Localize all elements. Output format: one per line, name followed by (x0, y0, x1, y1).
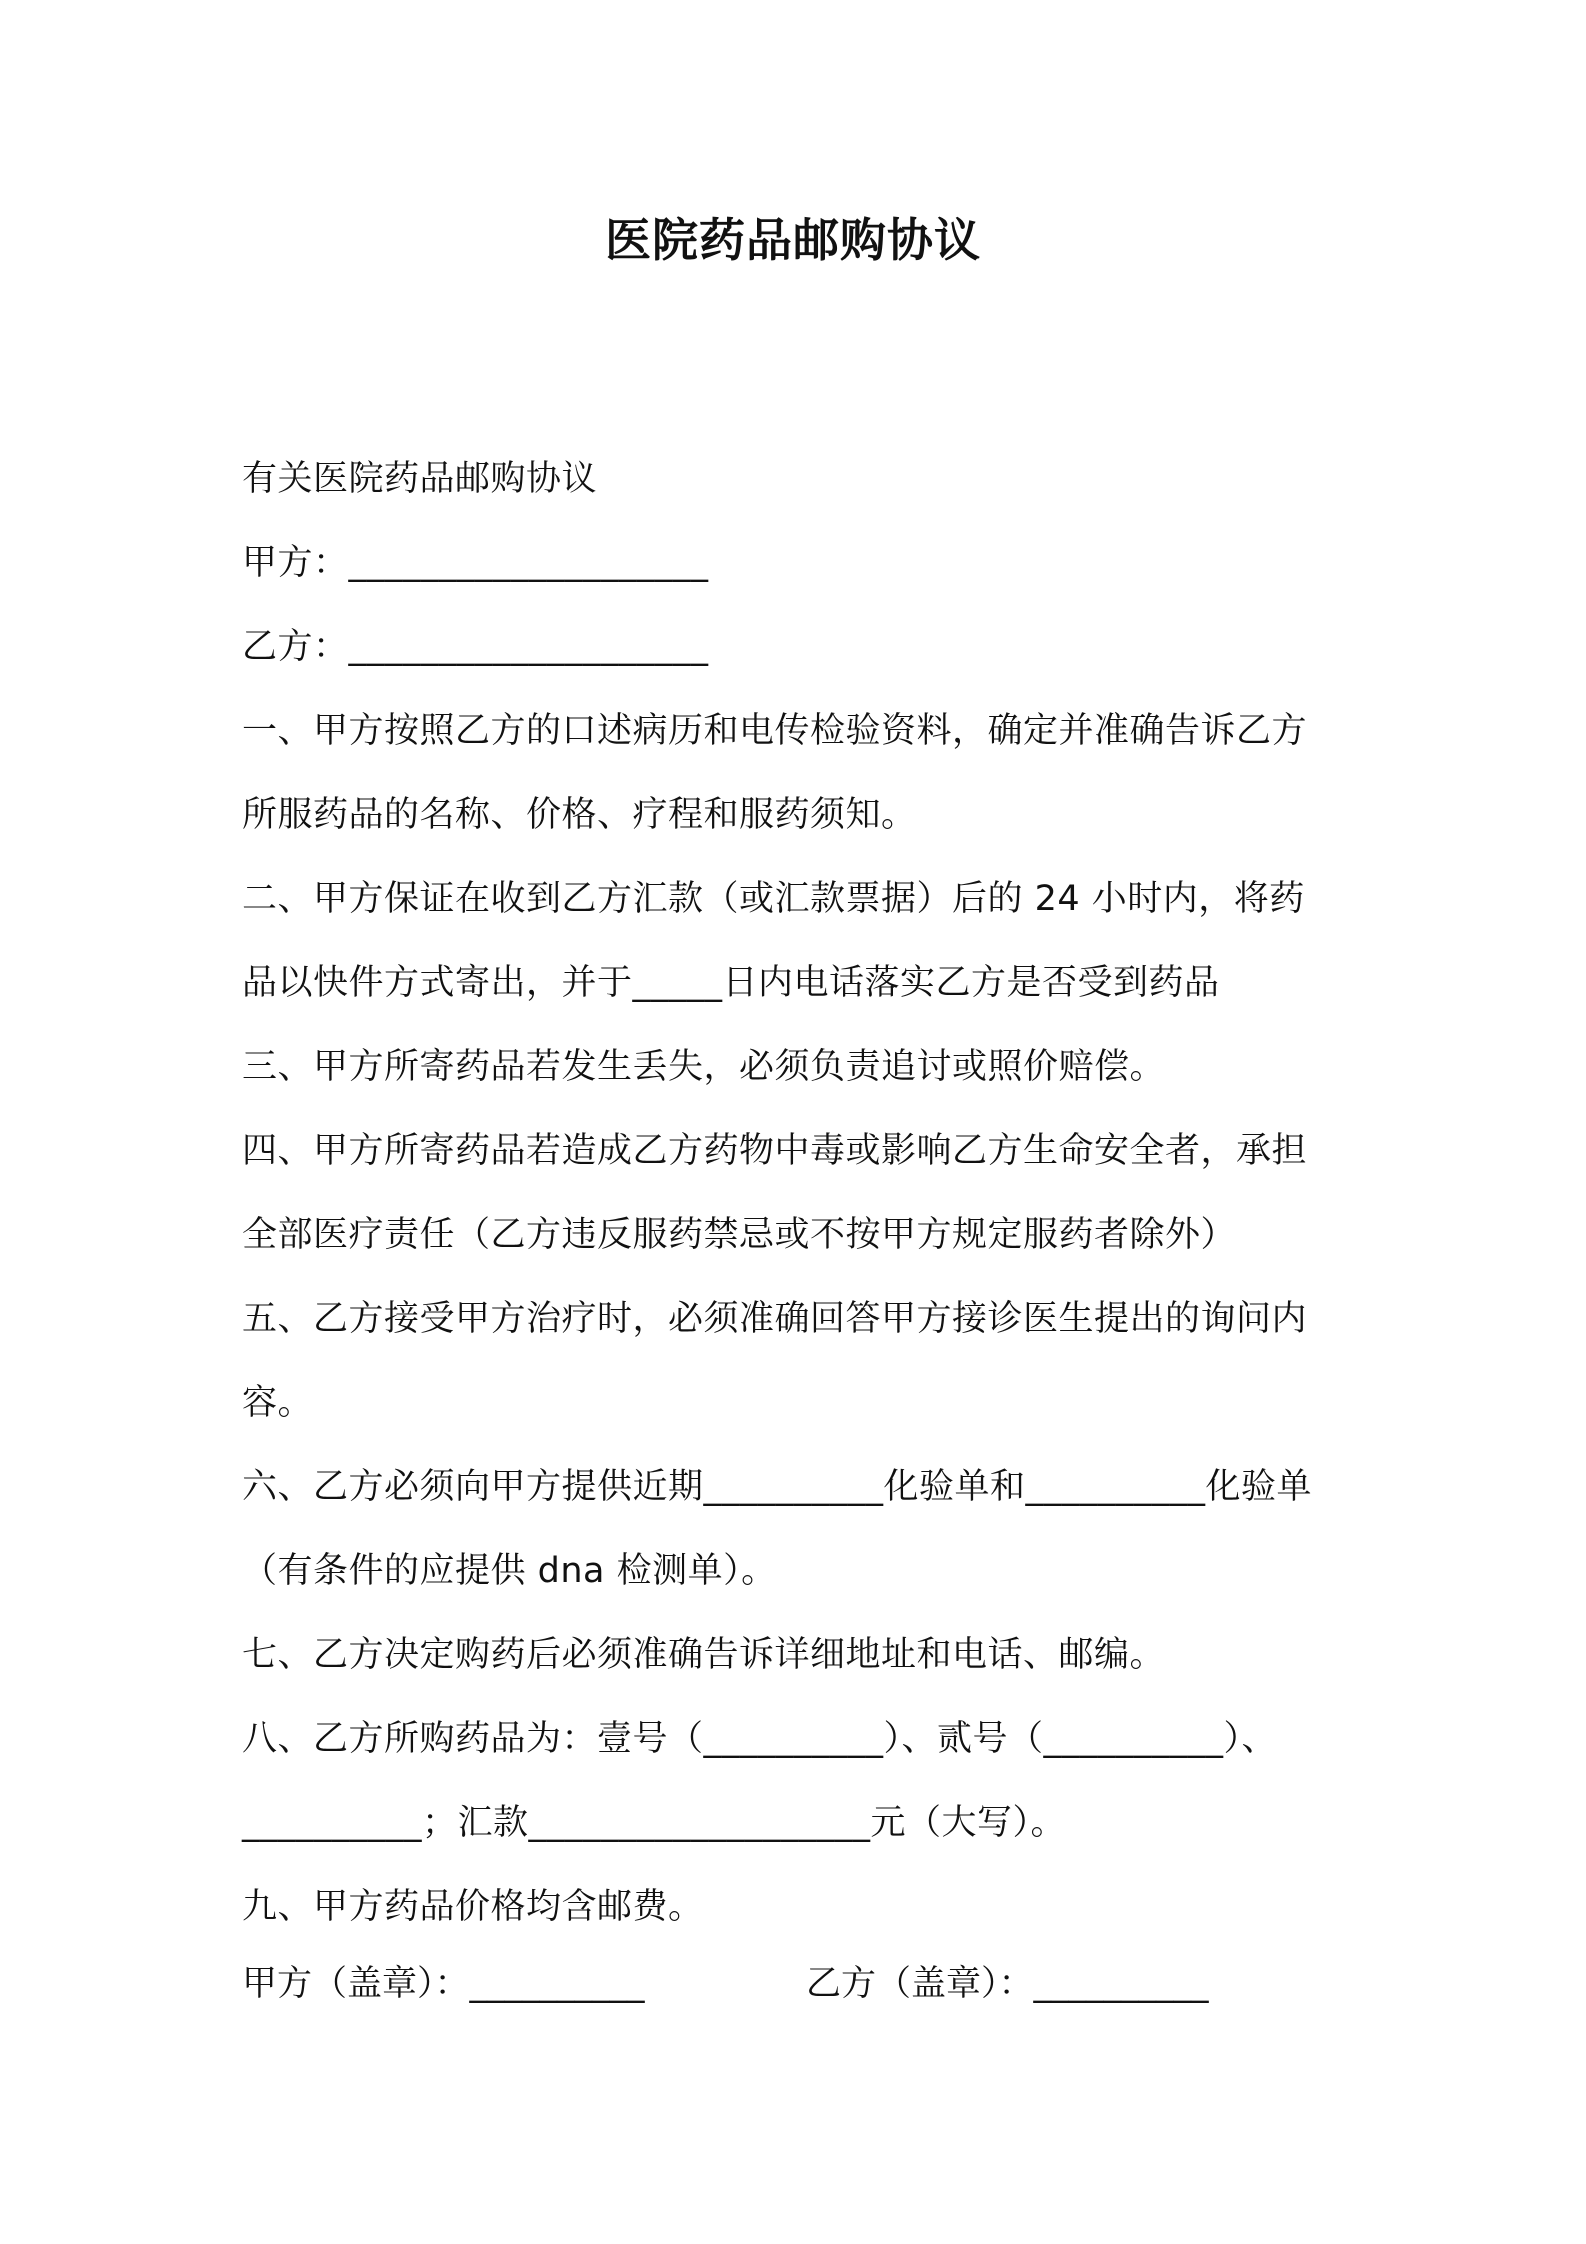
party-b-seal: 乙方（盖章）：__________ (806, 1964, 1209, 2004)
clause-3: 三、甲方所寄药品若发生丢失，必须负责追讨或照价赔偿。 (242, 1047, 1166, 1087)
clause-5-line-2: 容。 (242, 1383, 314, 1423)
clause-1-line-2: 所服药品的名称、价格、疗程和服药须知。 (242, 795, 917, 835)
clause-1-line-1: 一、甲方按照乙方的口述病历和电传检验资料，确定并准确告诉乙方 (242, 711, 1308, 751)
clause-7: 七、乙方决定购药后必须准确告诉详细地址和电话、邮编。 (242, 1635, 1166, 1675)
doc-subtitle: 有关医院药品邮购协议 (242, 459, 598, 499)
document-title: 医院药品邮购协议 (605, 213, 981, 267)
clause-4-line-1: 四、甲方所寄药品若造成乙方药物中毒或影响乙方生命安全者，承担 (242, 1131, 1308, 1171)
clause-5-line-1: 五、乙方接受甲方治疗时，必须准确回答甲方接诊医生提出的询问内 (242, 1299, 1308, 1339)
clause-9: 九、甲方药品价格均含邮费。 (242, 1887, 704, 1927)
clause-2-line-1: 二、甲方保证在收到乙方汇款（或汇款票据）后的 24 小时内，将药 (242, 879, 1305, 919)
party-b-line: 乙方：____________________ (242, 627, 709, 667)
clause-8-line-2: __________；汇款___________________元（大写）。 (242, 1803, 1067, 1843)
clause-8-line-1: 八、乙方所购药品为：壹号（__________）、贰号（__________）、 (242, 1719, 1278, 1759)
clause-2-line-2: 品以快件方式寄出，并于_____日内电话落实乙方是否受到药品 (242, 963, 1220, 1003)
party-a-line: 甲方：____________________ (242, 543, 709, 583)
clause-4-line-2: 全部医疗责任（乙方违反服药禁忌或不按甲方规定服药者除外） (242, 1215, 1237, 1255)
clause-6-line-1: 六、乙方必须向甲方提供近期__________化验单和__________化验单 (242, 1467, 1313, 1507)
party-a-seal: 甲方（盖章）：__________ (242, 1964, 645, 2004)
clause-6-line-2: （有条件的应提供 dna 检测单）。 (242, 1551, 777, 1591)
